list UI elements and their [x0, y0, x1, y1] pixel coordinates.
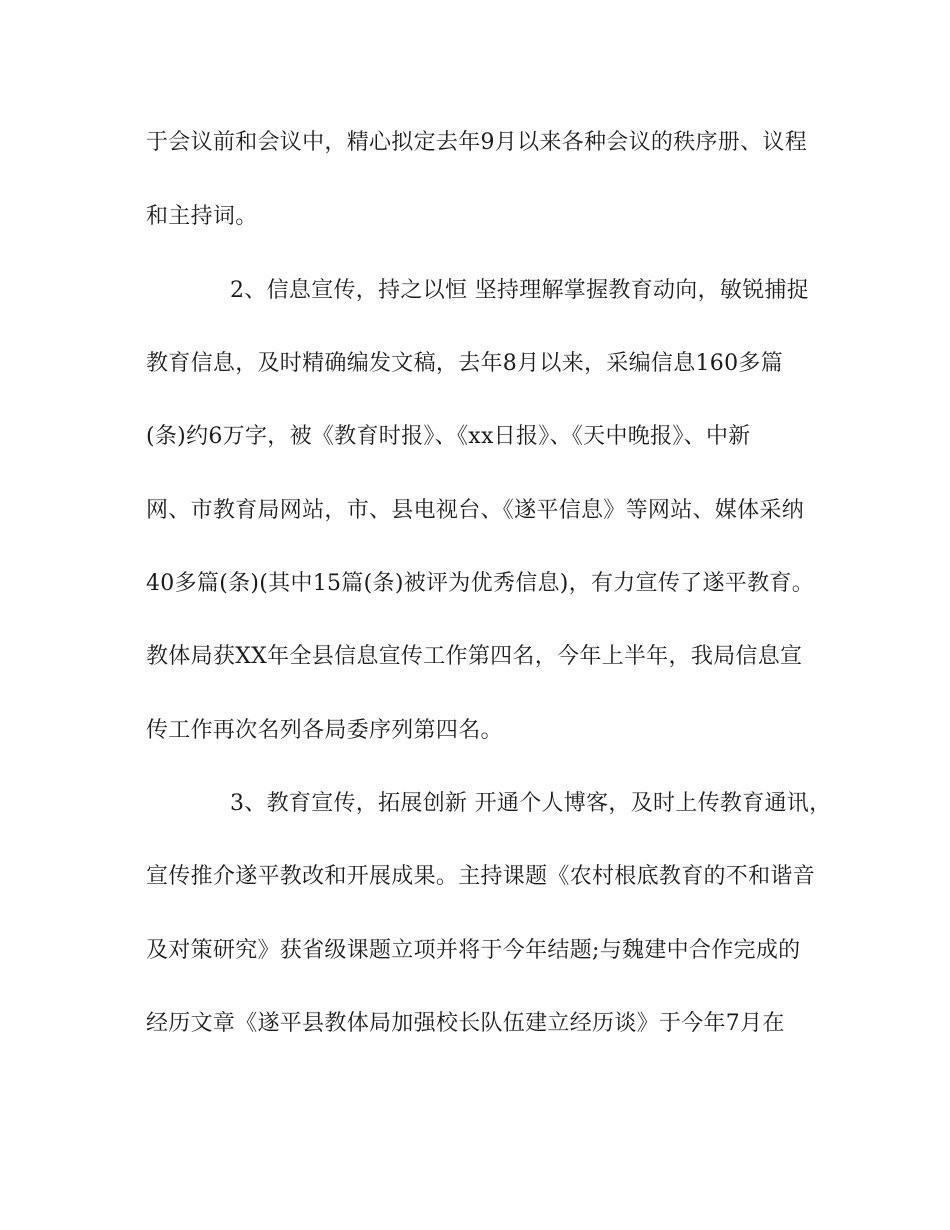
paragraph-line: 40多篇(条)(其中15篇(条)被评为优秀信息)，有力宣传了遂平教育。 [146, 571, 814, 596]
paragraph-line: 传工作再次名列各局委序列第四名。 [146, 718, 503, 743]
paragraph-line: 教体局获XX年全县信息宣传工作第四名，今年上半年，我局信息宣 [146, 644, 803, 669]
paragraph-line: 经历文章《遂平县教体局加强校长队伍建立经历谈》于今年7月在 [146, 1011, 785, 1036]
paragraph-line: (条)约6万字，被《教育时报》、《xx日报》、《天中晚报》、中新 [146, 424, 751, 449]
paragraph-line: 及对策研究》获省级课题立项并将于今年结题;与魏建中合作完成的 [146, 938, 801, 963]
paragraph-line: 和主持词。 [146, 204, 258, 229]
paragraph-line: 2、信息宣传，持之以恒 坚持理解掌握教育动向，敏锐捕捉 [230, 278, 810, 303]
paragraph-line: 宣传推介遂平教改和开展成果。主持课题《农村根底教育的不和谐音 [146, 864, 816, 889]
paragraph-line: 教育信息，及时精确编发文稿，去年8月以来，采编信息160多篇 [146, 351, 783, 376]
paragraph-line: 网、市教育局网站，市、县电视台、《遂平信息》等网站、媒体采纳 [146, 498, 805, 523]
paragraph-line: 3、教育宣传，拓展创新 开通个人博客，及时上传教育通讯， [230, 791, 832, 816]
paragraph-line: 于会议前和会议中，精心拟定去年9月以来各种会议的秩序册、议程 [146, 130, 807, 155]
